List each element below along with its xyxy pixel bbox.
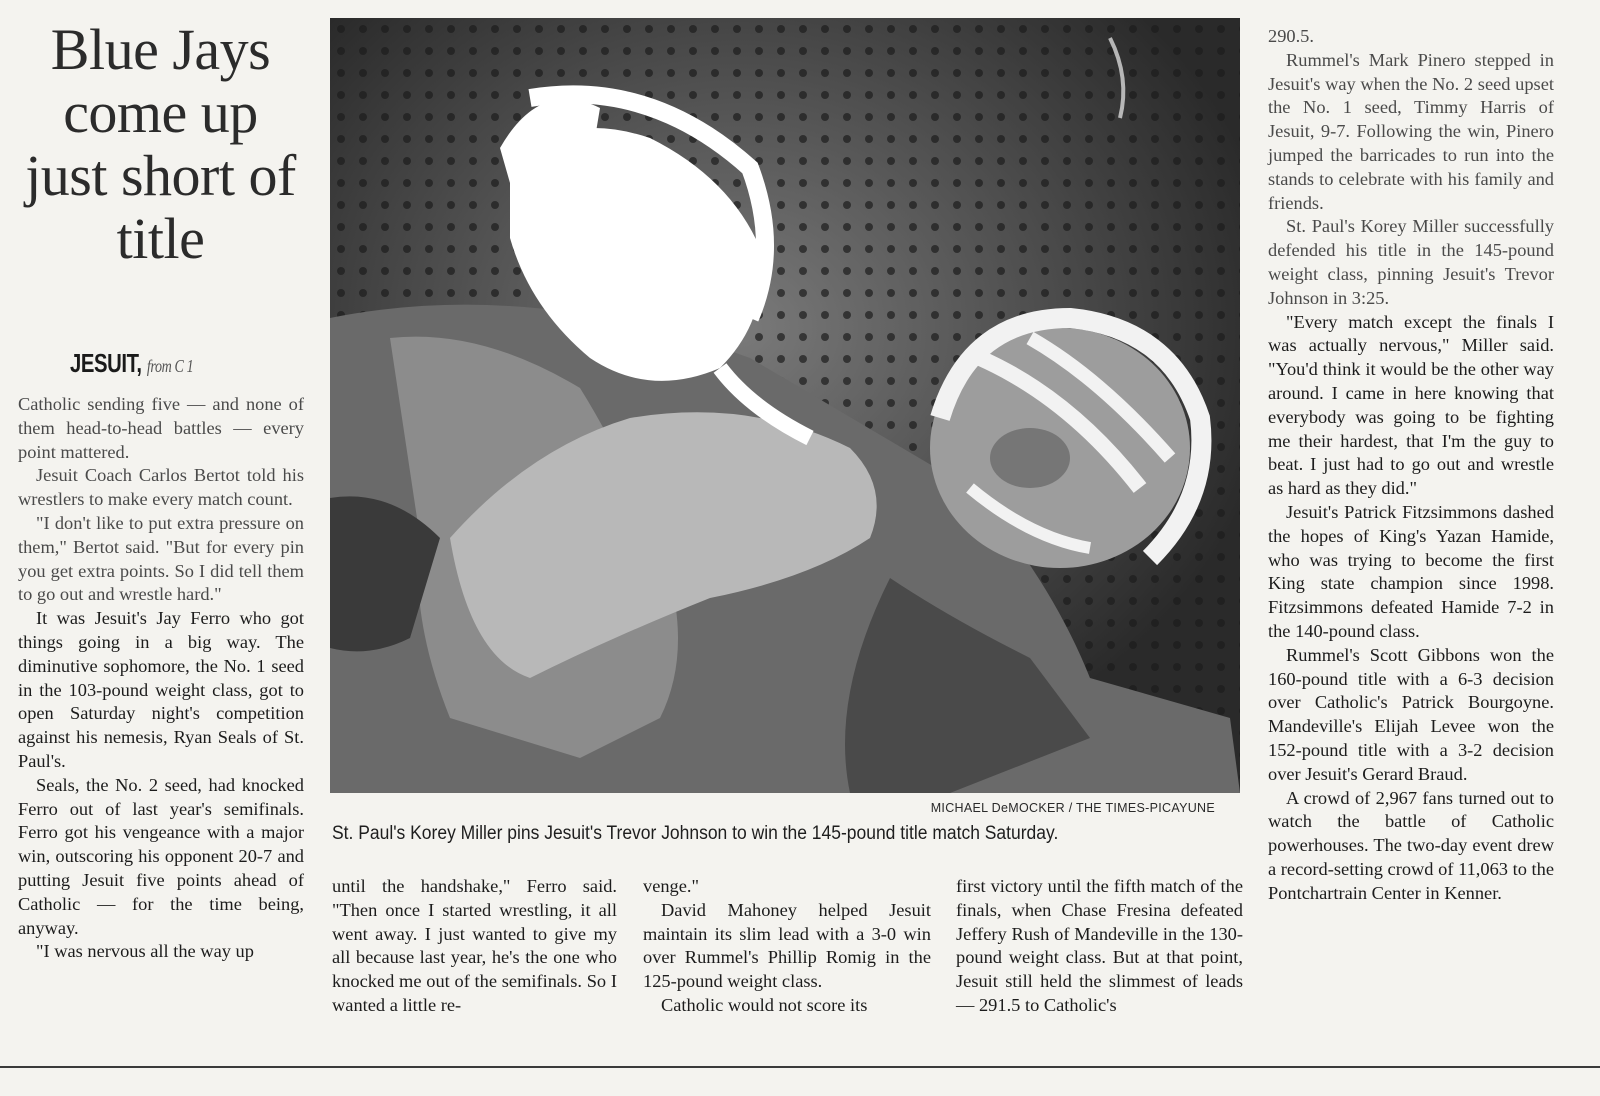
article-column-2 xyxy=(332,875,617,1018)
photo-image xyxy=(330,18,1240,793)
paragraph: "I don't like to put extra pressure on them," Bertot said. "But for every pin you get extra points. So I did tell them to go out and wrestle hard." xyxy=(18,512,304,605)
paragraph: Rummel's Scott Gibbons won the 160-pound title with a 6-3 decision over Catholic's Patrick Bourgoyne. Mandeville's Elijah Levee won the 152-pound title with a 3-2 decision over Jesuit's Gerard Braud. xyxy=(1268,644,1554,784)
paragraph: 290.5. xyxy=(1268,26,1314,46)
article-column-5 xyxy=(1268,25,1554,905)
paragraph: David Mahoney helped Jesuit maintain its slim lead with a 3-0 win over Rummel's Phillip Romig in the 125-pound weight class. xyxy=(643,899,931,992)
photo-caption: St. Paul's Korey Miller pins Jesuit's Trevor Johnson to win the 145-pound title match Saturday. xyxy=(332,823,1059,844)
paragraph: "I was nervous all the way up xyxy=(36,941,254,962)
article-column-4 xyxy=(956,875,1243,1018)
paragraph: Catholic sending five — and none of them head-to-head battles — every point mattered. xyxy=(18,394,304,462)
paragraph: "Every match except the finals I was actually nervous," Miller said. "You'd think it would be the other way around. I came in here knowing that everybody was going to be fighting me their hardest, that I'm the guy to beat. I just had to go out and wrestle as hard as they did." xyxy=(1268,311,1554,499)
photo-credit: MICHAEL DeMOCKER / THE TIMES-PICAYUNE xyxy=(930,801,1215,815)
wrestling-photo xyxy=(330,18,1240,793)
paragraph: Jesuit Coach Carlos Bertot told his wrestlers to make every match count. xyxy=(18,465,304,510)
paragraph: Rummel's Mark Pinero stepped in Jesuit's way when the No. 2 seed upset the No. 1 seed, Timmy Harris of Jesuit, 9-7. Following the win, Pinero jumped the barricades to run into the stands to celebrate with his family and friends. xyxy=(1268,49,1554,213)
paragraph: A crowd of 2,967 fans turned out to watch the battle of Catholic powerhouses. The two-day event drew a record-setting crowd of 11,063 to the Pontchartrain Center in Kenner. xyxy=(1268,787,1554,903)
paragraph: Jesuit's Patrick Fitzsimmons dashed the hopes of King's Yazan Hamide, who was trying to become the first King state champion since 1998. Fitzsimmons defeated Hamide 7-2 in the 140-pound class. xyxy=(1268,501,1554,641)
paragraph: first victory until the fifth match of the finals, when Chase Fresina defeated Jeffery Rush of Mandeville in the 130-pound weight class. But at that point, Jesuit still held the slimmest of leads — 291.5 to Catholic's xyxy=(956,876,1243,1015)
paragraph: venge." xyxy=(643,876,700,896)
paragraph: Catholic would not score its xyxy=(661,994,868,1015)
article-column-3 xyxy=(643,875,931,1018)
paragraph: St. Paul's Korey Miller successfully defended his title in the 145-pound weight class, pinning Jesuit's Trevor Johnson in 3:25. xyxy=(1268,216,1554,308)
paragraph: It was Jesuit's Jay Ferro who got things going in a big way. The diminutive sophomore, the No. 1 seed in the 103-pound weight class, got to open Saturday night's competition against his nemesis, Ryan Seals of St. Paul's. xyxy=(18,608,304,771)
jump-label: JESUIT, xyxy=(70,348,142,378)
jump-line xyxy=(70,348,257,379)
bottom-rule xyxy=(0,1066,1600,1068)
article-column-1 xyxy=(18,393,304,964)
paragraph: Seals, the No. 2 seed, had knocked Ferro out of last year's semifinals. Ferro got his vengeance with a major win, outscoring his opponent 20-7 and putting Jesuit five points ahead of Catholic — for the time being, anyway. xyxy=(18,774,304,938)
paragraph: until the handshake," Ferro said. "Then once I started wrestling, it all went away. I just wanted to give my all because last year, he's the one who knocked me out of the semifinals. So I wanted a little re- xyxy=(332,876,617,1015)
jump-from: from C 1 xyxy=(146,356,194,376)
headline: Blue Jays come up just short of title xyxy=(25,17,296,271)
